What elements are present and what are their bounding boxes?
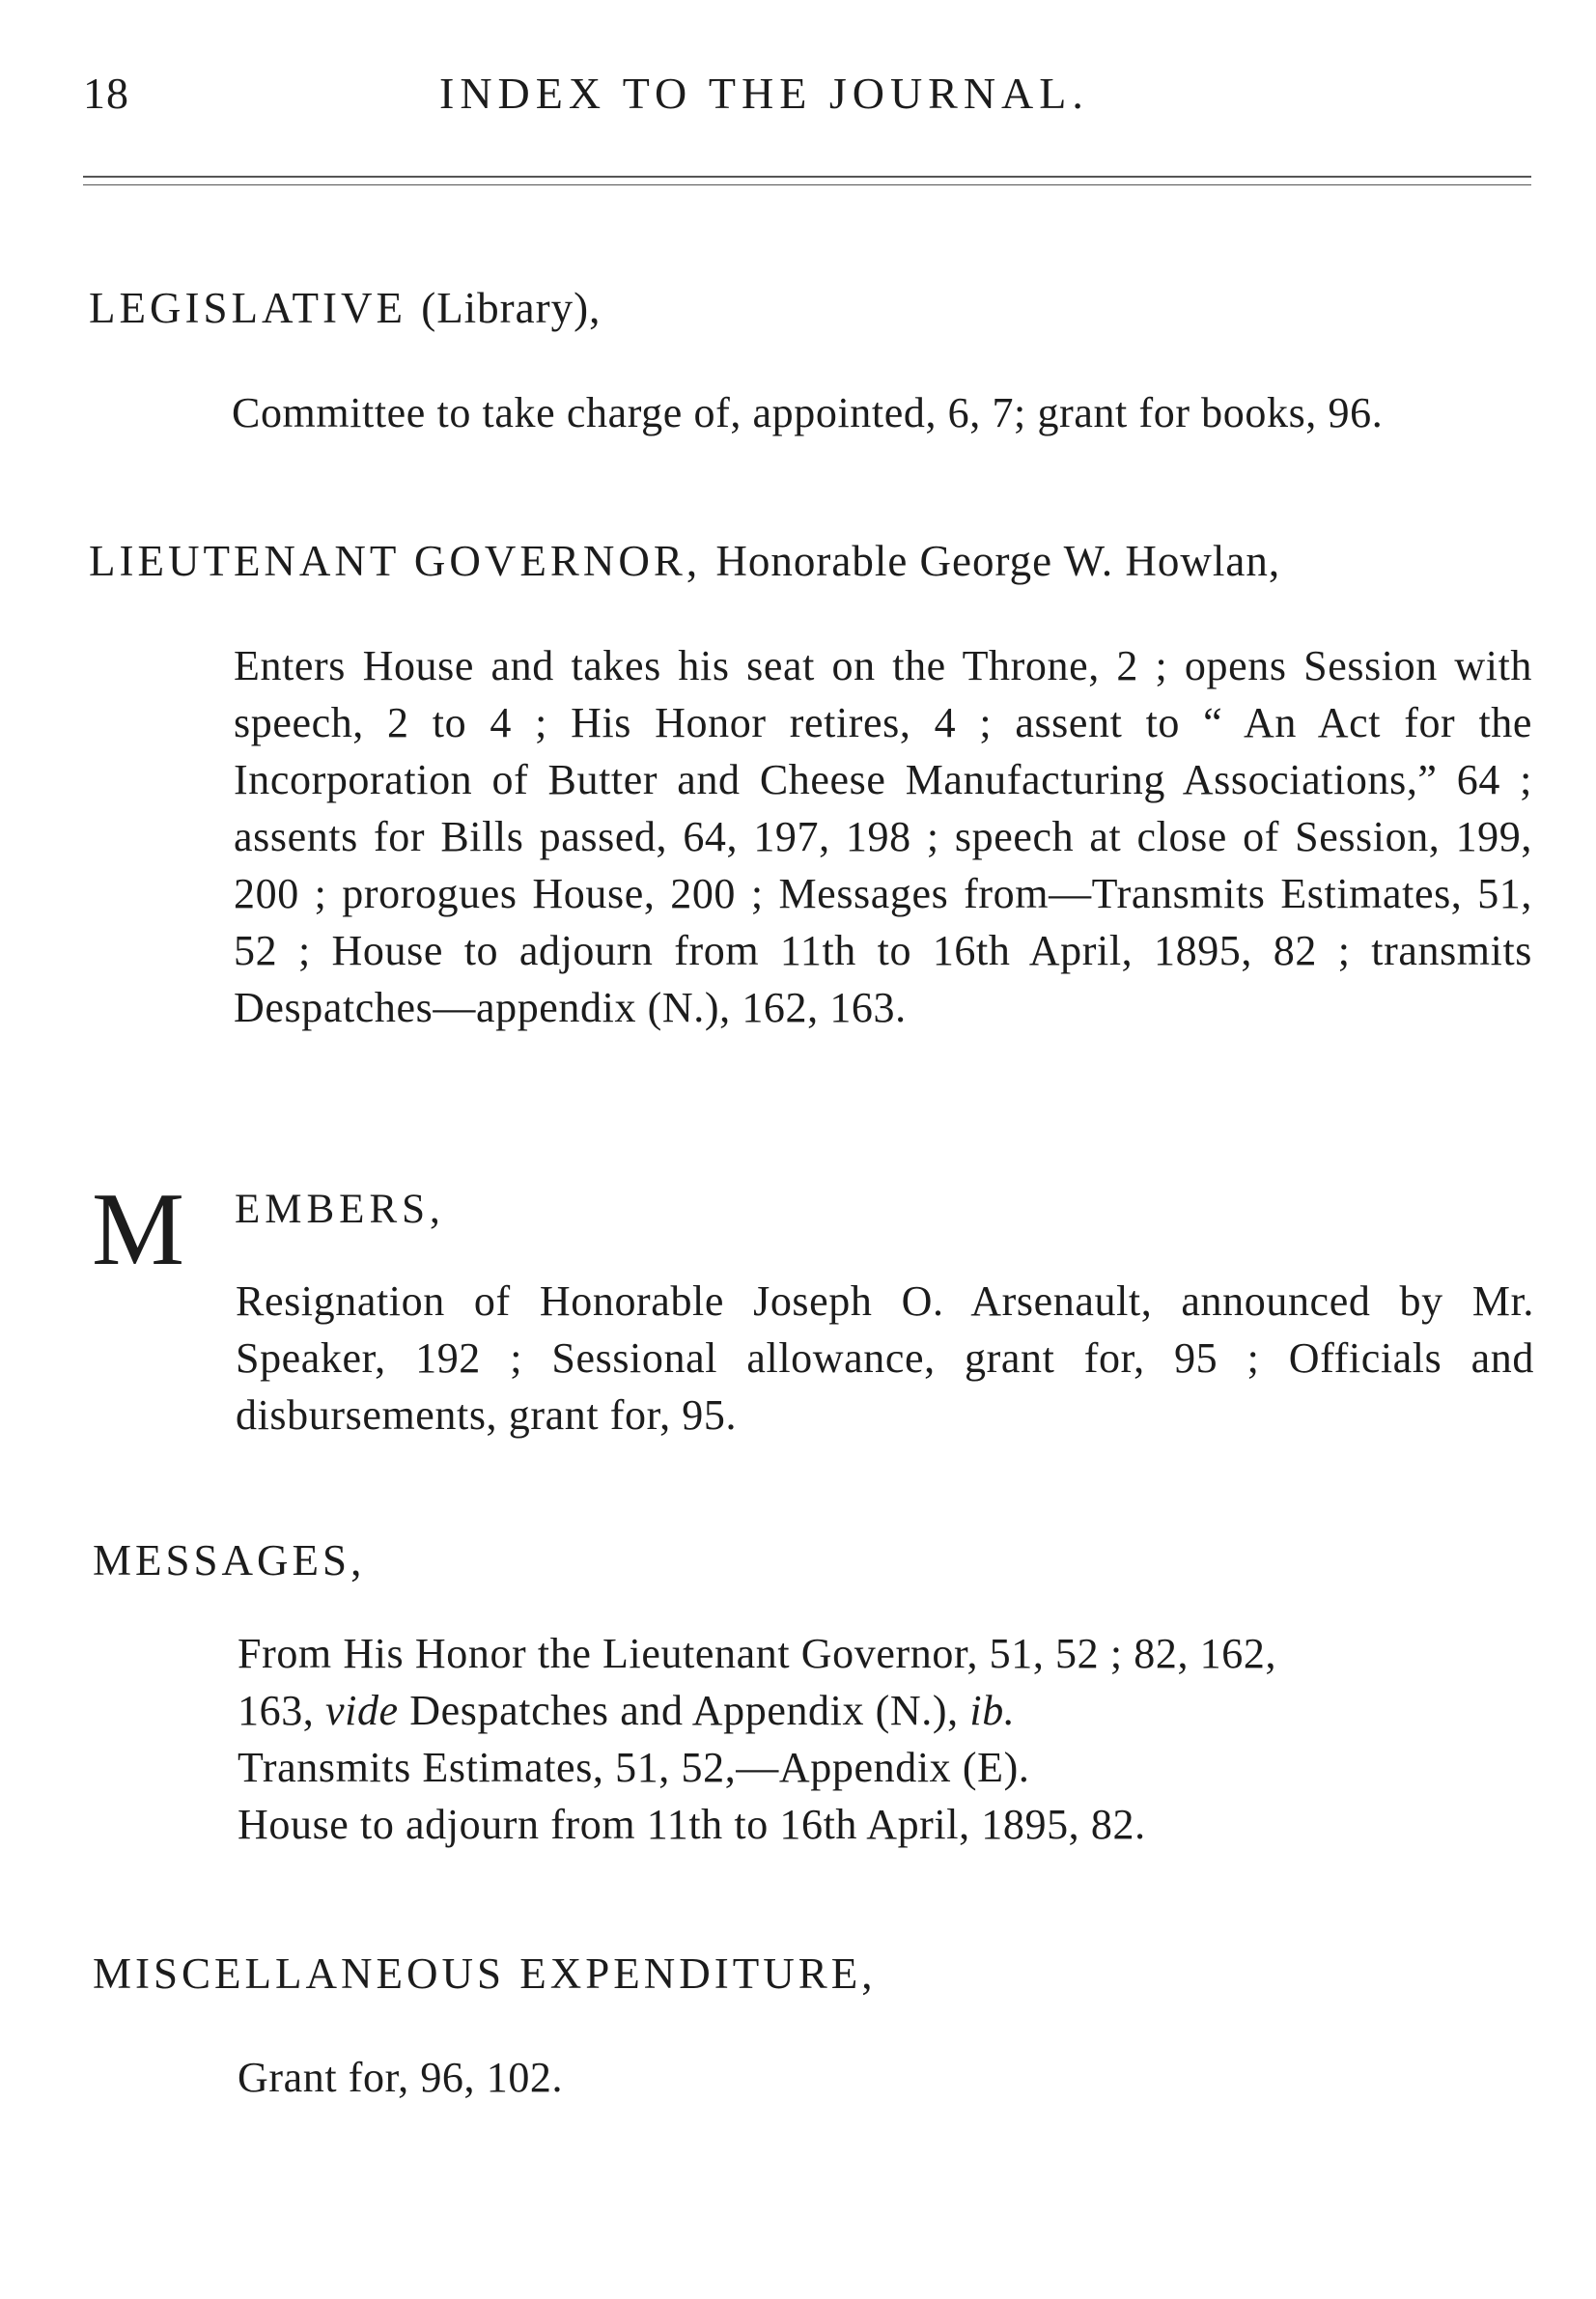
entry-line: 163, vide Despatches and Appendix (N.), ib. — [238, 1687, 1016, 1734]
italic-text: vide — [325, 1687, 399, 1734]
entry-line: House to adjourn from 11th to 16th April, 1895, 82. — [238, 1801, 1146, 1848]
drop-cap-letter: M — [92, 1172, 185, 1287]
header-rule — [83, 176, 1531, 178]
entry-text: Committee to take charge of, appointed, 6, 7; grant for books, 96. — [232, 389, 1384, 436]
entry-heading: MESSAGES, — [93, 1536, 366, 1584]
italic-text: ib. — [969, 1687, 1016, 1734]
entry-text: Grant for, 96, 102. — [238, 2054, 564, 2101]
entry-heading — [89, 283, 601, 333]
entry-line: Transmits Estimates, 51, 52,—Appendix (E). — [238, 1744, 1030, 1791]
page-number: 18 — [83, 69, 129, 118]
entry-heading: EMBERS, — [235, 1187, 445, 1232]
entry-text: Enters House and takes his seat on the Throne, 2 ; opens Session with speech, 2 to 4 ; His Honor retires, 4 ; assent to “ An Act for the Incorporation of Butter and Cheese Manufacturing Associations,” 64 ; assents for Bills passed, 64, 197, 198 ; speech at close of Session, 199, 200 ; prorogues House, 200 ; Messages from—Transmits Estimates, 51, 52 ; House to adjourn from 11th to 16th April, 1895, 82 ; transmits Despatches—appendix (N.), 162, 163. — [234, 642, 1532, 1031]
heading-note: Honorable George W. Howlan, — [715, 537, 1281, 585]
entry-text — [238, 1625, 1536, 1853]
heading-main: LEGISLATIVE — [89, 284, 406, 332]
entry-line: From His Honor the Lieutenant Governor, 51, 52 ; 82, 162, — [238, 1630, 1277, 1677]
heading-main: LIEUTENANT GOVERNOR, — [89, 537, 702, 585]
entry-text: Resignation of Honorable Joseph O. Arsenault, announced by Mr. Speaker, 192 ; Sessional allowance, grant for, 95 ; Officials and disbursements, grant for, 95. — [236, 1277, 1534, 1439]
entry-heading: MISCELLANEOUS EXPENDITURE, — [93, 1949, 877, 1998]
entry-heading — [89, 536, 1280, 586]
heading-note: (Library), — [421, 284, 602, 332]
running-title: INDEX TO THE JOURNAL. — [439, 69, 1089, 118]
header-rule-thin — [83, 184, 1531, 185]
